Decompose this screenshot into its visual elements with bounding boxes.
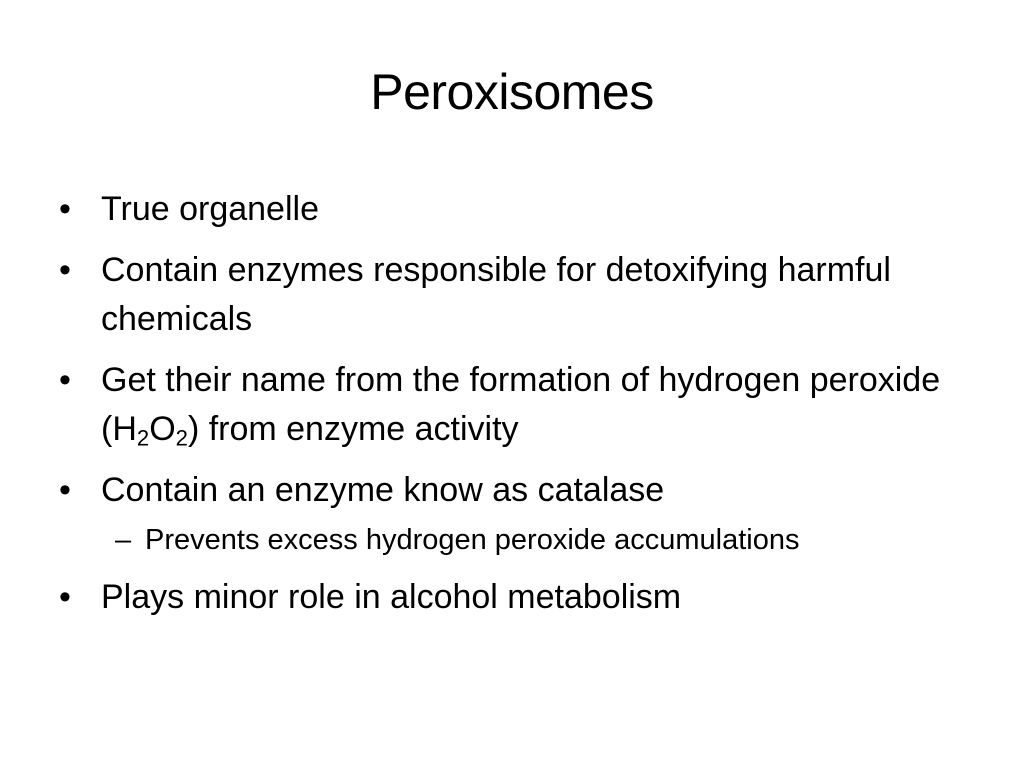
bullet-text-part: Get their name from the formation of hydrogen peroxide (H [101,361,941,448]
bullet-item [55,466,985,515]
bullet-item [55,185,985,234]
bullet-text-formula [101,361,941,451]
slide-title: Peroxisomes [370,64,654,120]
bullet-text: Contain an enzyme know as catalase [101,471,665,509]
bullet-text-part: O [149,410,176,448]
bullet-item [55,573,985,622]
bullet-text: True organelle [101,190,319,228]
dash-icon: – [115,524,132,556]
bullet-text-part: ) from enzyme activity [187,410,519,448]
bullet-text: Plays minor role in alcohol metabolism [101,578,682,616]
bullet-item [55,246,985,344]
sub-bullet-text: Prevents excess hydrogen peroxide accumulations [145,524,800,556]
bullet-icon: • [59,190,71,228]
bullet-item [55,356,985,454]
bullet-icon: • [59,471,71,509]
subscript: 2 [136,425,150,451]
bullet-icon: • [59,251,71,289]
subscript: 2 [175,425,188,451]
bullet-icon: • [59,578,71,616]
bullet-list [55,185,985,634]
sub-bullet-item [55,521,985,559]
bullet-text: Contain enzymes responsible for detoxifying harmful chemicals [101,251,891,338]
bullet-icon: • [59,361,71,399]
